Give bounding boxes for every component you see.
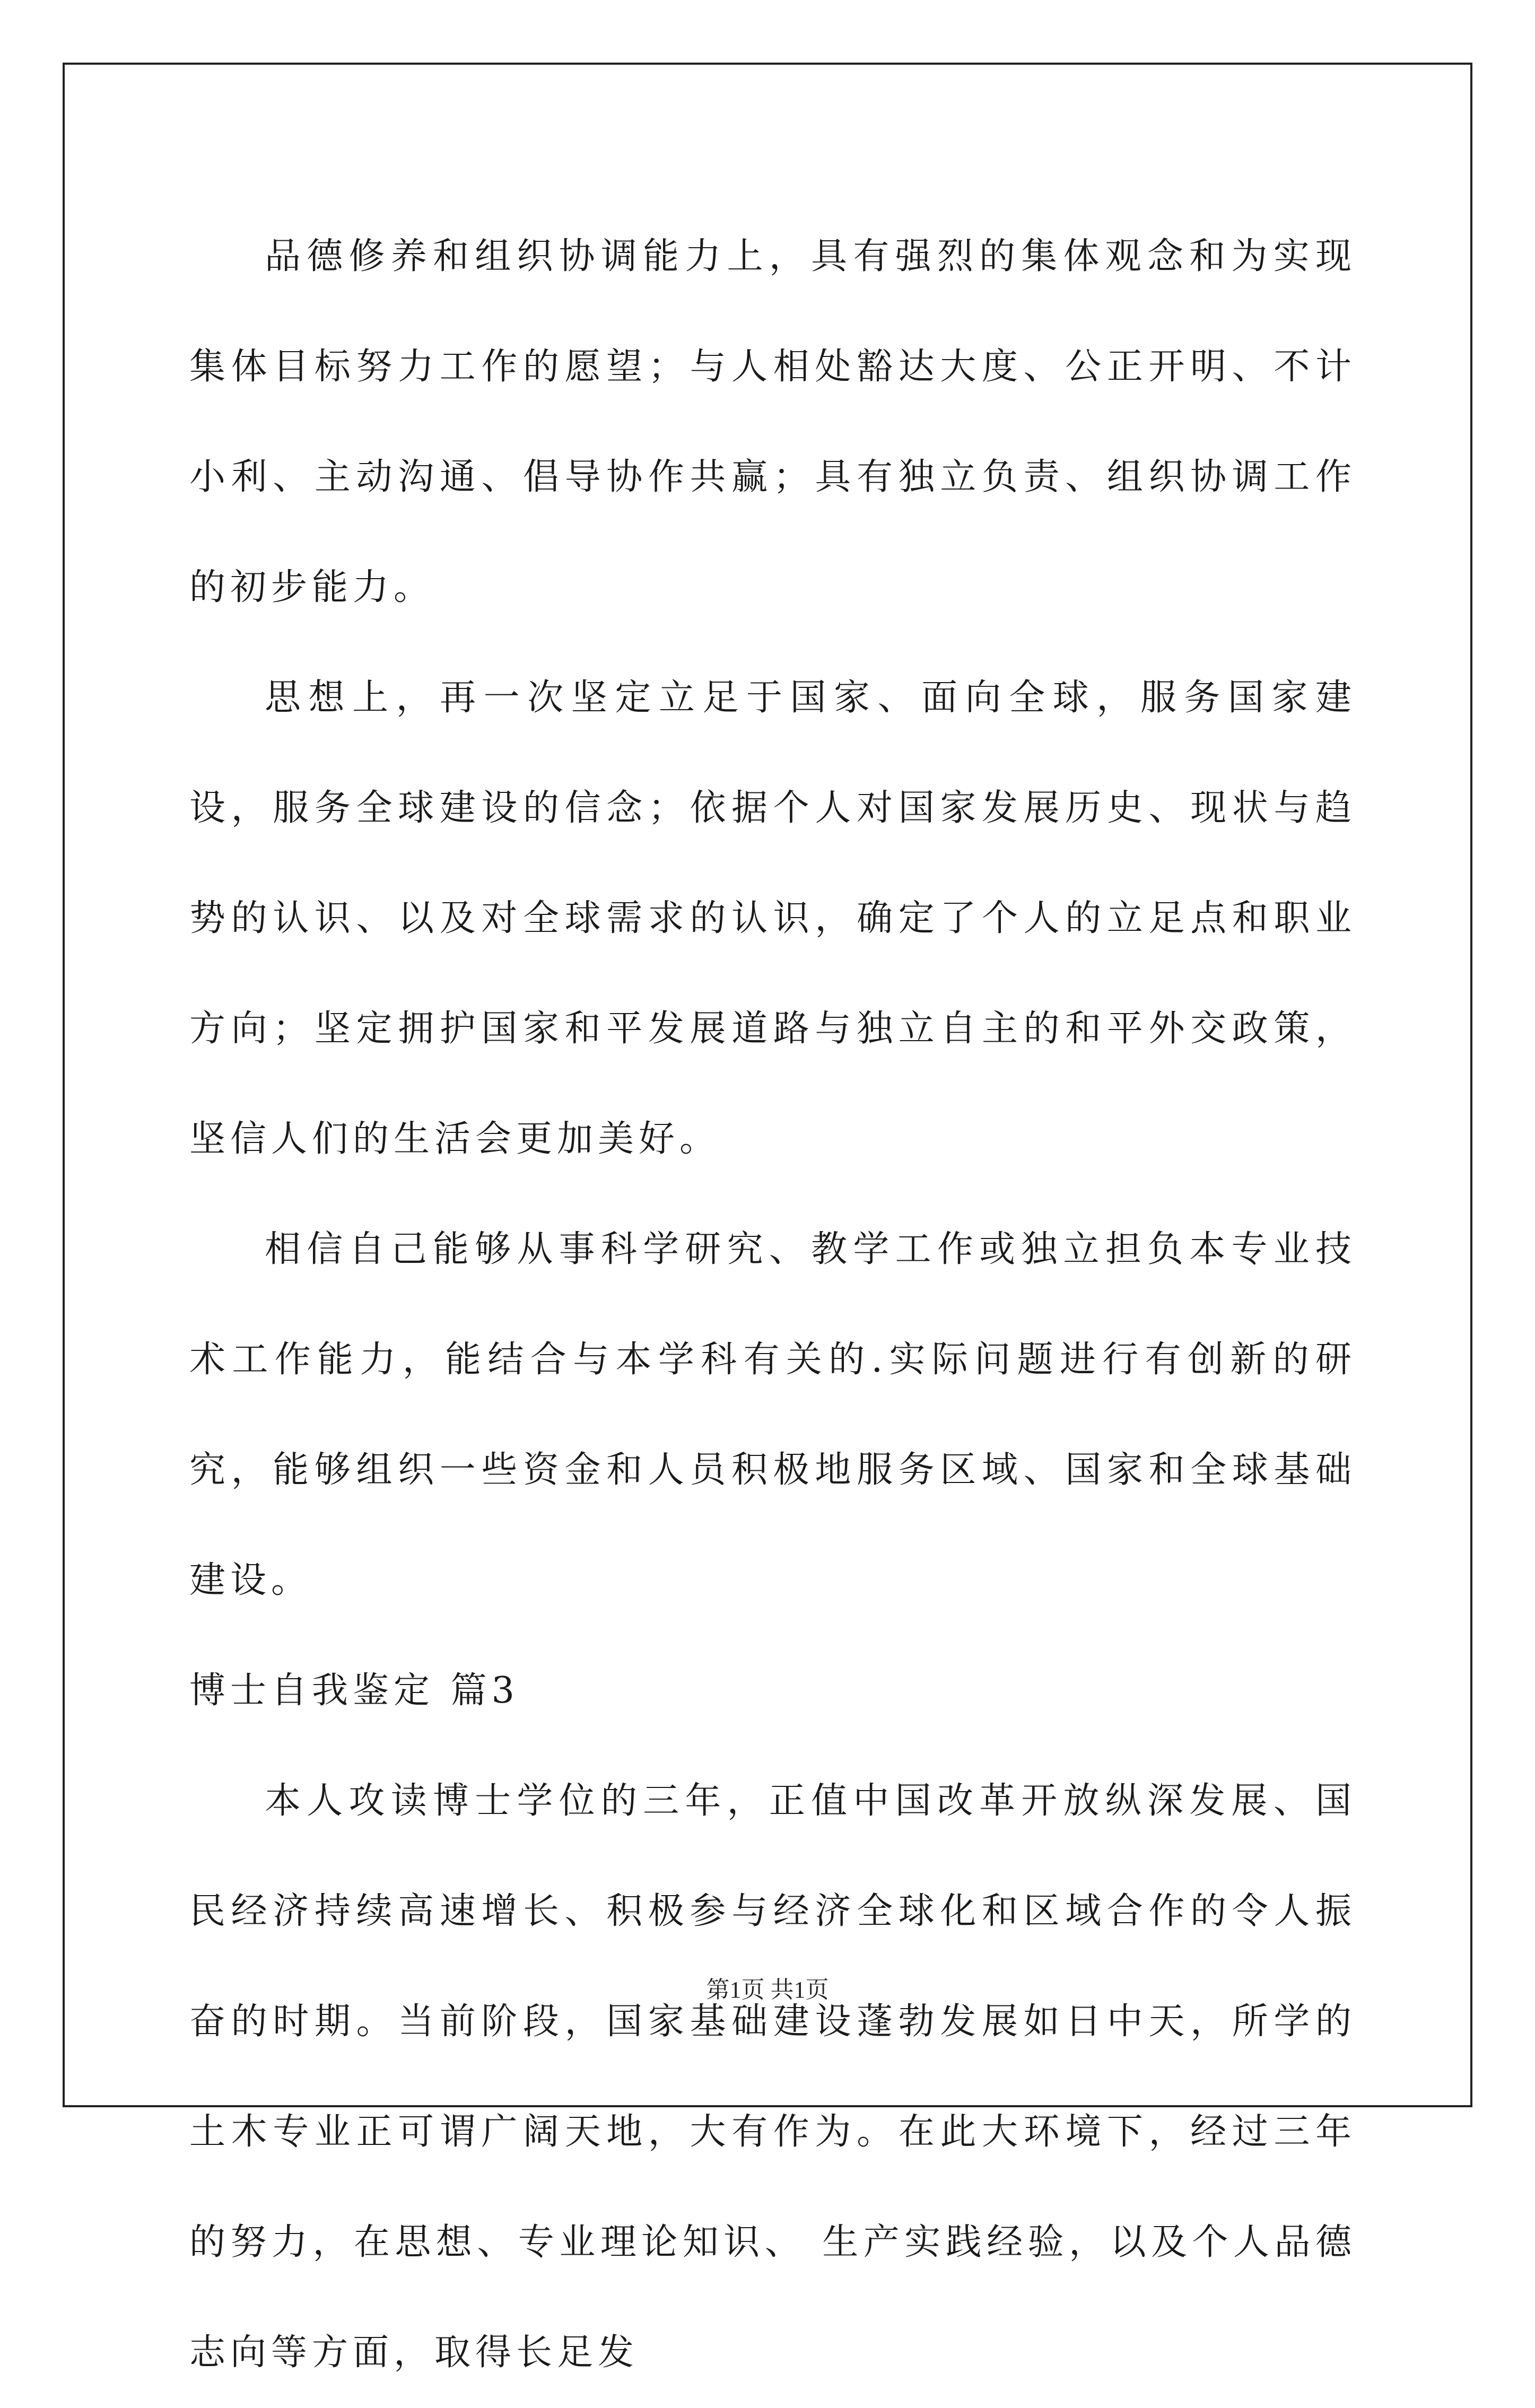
section-heading: 博士自我鉴定 篇3 bbox=[189, 1670, 519, 1712]
document-body bbox=[189, 202, 1356, 2408]
paragraph-ability: 相信自己能够从事科学研究、教学工作或独立担负本专业技术工作能力，能结合与本学科有关的.实际问题进行有创新的研究，能够组织一些资金和人员积极地服务区域、国家和全球基础建设。 bbox=[189, 1228, 1356, 1601]
paragraph-character: 品德修养和组织协调能力上，具有强烈的集体观念和为实现集体目标努力工作的愿望；与人相处豁达大度、公正开明、不计小利、主动沟通、倡导协作共赢；具有独立负责、组织协调工作的初步能力。 bbox=[189, 235, 1356, 608]
paragraph-section-intro: 本人攻读博士学位的三年，正值中国改革开放纵深发展、国民经济持续高速增长、积极参与经济全球化和区域合作的令人振奋的时期。当前阶段，国家基础建设蓬勃发展如日中天，所学的土木专业正可谓广阔天地，大有作为。在此大环境下，经过三年的努力，在思想、专业理论知识、 生产实践经验，以及个人品德志向等方面，取得长足发 bbox=[189, 1780, 1356, 2374]
paragraph-ideology: 思想上，再一次坚定立足于国家、面向全球，服务国家建设，服务全球建设的信念；依据个人对国家发展历史、现状与趋势的认识、以及对全球需求的认识，确定了个人的立足点和职业方向；坚定拥护国家和平发展道路与独立自主的和平外交政策，坚信人们的生活会更加美好。 bbox=[189, 677, 1356, 1160]
page-footer: 第1页 共1页 bbox=[706, 1977, 829, 2003]
